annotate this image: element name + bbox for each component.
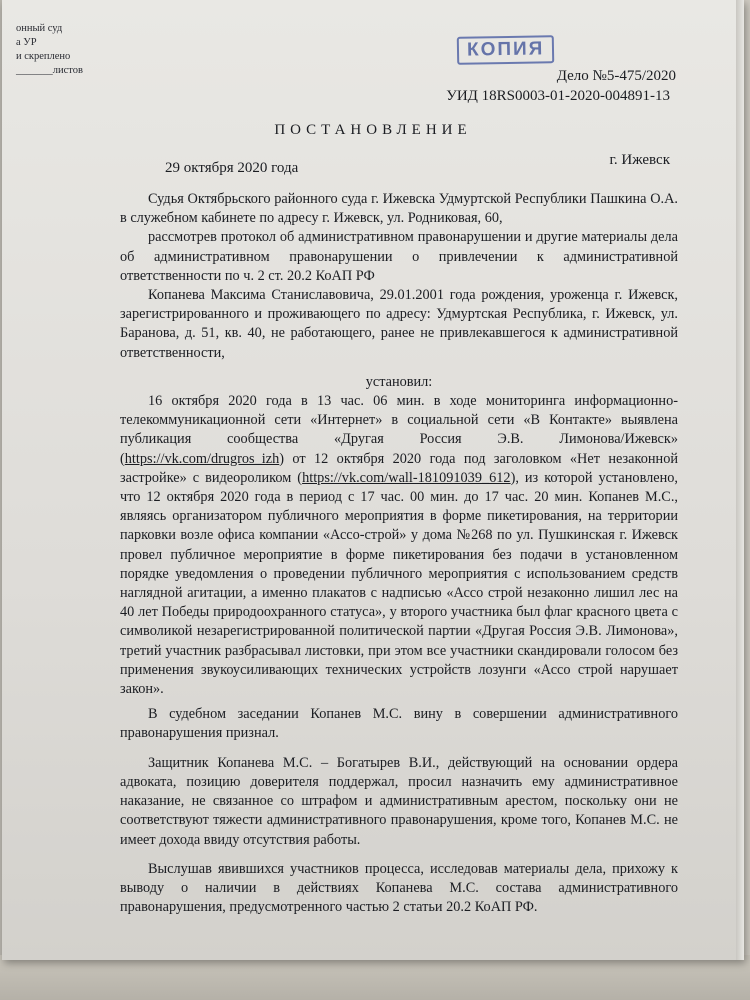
case-uid: УИД 18RS0003-01-2020-004891-13 xyxy=(446,88,670,104)
document-sheet xyxy=(2,0,744,960)
document-city: г. Ижевск xyxy=(609,152,670,168)
paragraph-defendant: Копанева Максима Станиславовича, 29.01.2001 года рождения, уроженца г. Ижевск, зарегистрированного и проживающего по адресу: Удмуртская Республика, г. Ижевск, ул. Баранова, д. 51, кв. 40, не работающего, ранее не привлекавшегося к административной ответственности, xyxy=(120,287,678,361)
paragraph-admission: В судебном заседании Копанев М.С. вину в совершении административного правонарушения признал. xyxy=(120,706,678,742)
background-bottom xyxy=(0,955,750,1000)
case-number: Дело №5-475/2020 xyxy=(556,68,676,84)
paragraph-defender: Защитник Копанева М.С. – Богатырев В.И., действующий на основании ордера адвоката, позицию доверителя поддержал, просил назначить ему административное наказание, не связанное со штрафом и административным арестом, поскольку они не соответствуют тяжести административного правонарушения, кроме того, Копанев М.С. не имеет дохода ввиду отсутствия работы. xyxy=(120,754,678,848)
page-edge xyxy=(736,0,744,960)
stamp-line: _______листов xyxy=(16,65,83,76)
court-corner-stamp xyxy=(16,22,116,78)
facts-text-middle: ) от 12 октября 2020 года под заголовком «Нет незаконной застройке» с видеороликом ( xyxy=(120,450,678,486)
document-body xyxy=(120,190,678,917)
video-link[interactable]: https://vk.com/wall-181091039_612 xyxy=(302,469,511,486)
facts-text-start: 16 октября 2020 года в 13 час. 06 мин. в ходе мониторинга информационно-телекоммуникационной сети «Интернет» в социальной сети «В Контакте» выявлена публикация сообщества «Другая Россия Э.В. Лимонова/Ижевск» ( xyxy=(120,393,678,467)
copy-stamp: КОПИЯ xyxy=(457,35,555,65)
stamp-line: и скреплено xyxy=(16,51,71,62)
document-date: 29 октября 2020 года xyxy=(165,160,299,176)
document-title: ПОСТАНОВЛЕНИЕ xyxy=(274,122,472,138)
paragraph-facts xyxy=(120,392,678,699)
section-established: установил: xyxy=(365,373,433,390)
paragraph-judge: Судья Октябрьского районного суда г. Ижевска Удмуртской Республики Пашкина О.А. в служебном кабинете по адресу г. Ижевск, ул. Родниковая, 60, xyxy=(120,191,678,227)
stamp-line: а УР xyxy=(16,37,37,48)
paragraph-conclusion: Выслушав явившихся участников процесса, исследовав материалы дела, прихожу к выводу о наличии в действиях Копанева М.С. состава административного правонарушения, предусмотренного частью 2 статьи 20.2 КоАП РФ. xyxy=(120,860,678,916)
community-link[interactable]: https://vk.com/drugros_izh xyxy=(124,450,280,467)
paragraph-considered: рассмотрев протокол об административном правонарушении и другие материалы дела об административном правонарушении о привлечении к административной ответственности по ч. 2 ст. 20.2 КоАП РФ xyxy=(120,229,678,284)
facts-text-end: ), из которой установлено, что 12 октября 2020 года в период с 17 час. 00 мин. до 17 час. 20 мин. Копанев М.С., являясь организатором публичного мероприятия в форме пикетирования, на территории парковки возле офиса компании «Ассо-строй» у дома №268 по ул. Пушкинская г. Ижевск провел публичное мероприятие в форме пикетирования без подачи в установленном порядке уведомления о проведении публичного мероприятия с использованием средств наглядной агитации, а именно плакатов с надписью «Ассо строй незаконно лишил лес на 40 лет Победы природоохранного статуса», у второго участника был флаг красного цвета с символикой незарегистрированной политической партии «Другая Россия Э.В. Лимонова», третий участник разбрасывал листовки, при этом все участники скандировали голосом без применения звукоусиливающих технических устройств лозунги «Ассо строй нарушает закон». xyxy=(120,469,678,698)
stamp-line: онный суд xyxy=(16,23,63,34)
